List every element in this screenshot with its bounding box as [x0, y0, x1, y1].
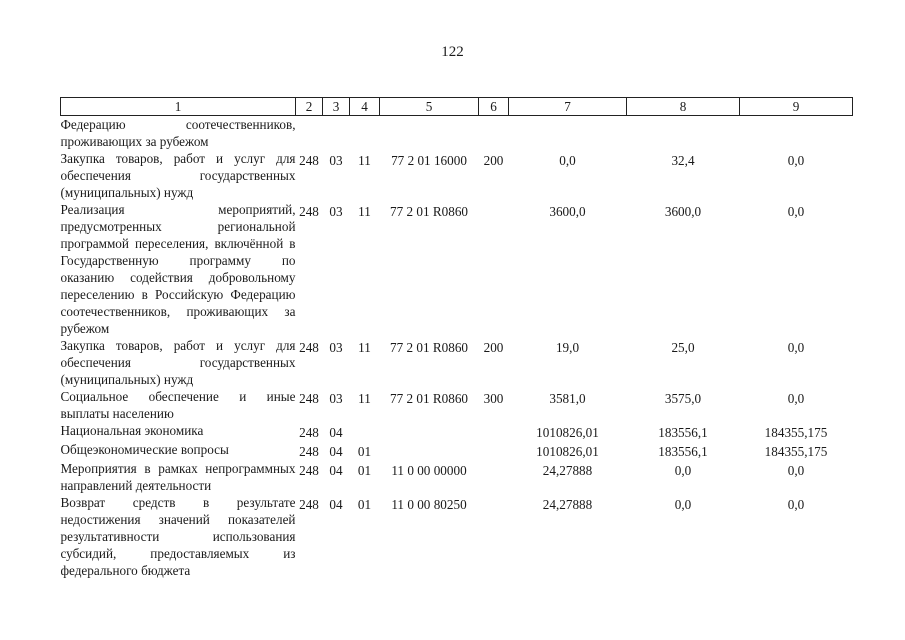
col-header-4: 4	[350, 98, 380, 116]
col-header-5: 5	[380, 98, 479, 116]
row-name: Федерацию соотечественников, проживающих за рубежом	[60, 117, 296, 149]
cell-section: 04	[329, 444, 343, 459]
row-name: Социальное обеспечение и иные выплаты населению	[60, 389, 296, 421]
row-name: Национальная экономика	[60, 423, 204, 438]
cell-subsection: 01	[357, 497, 372, 512]
table-row	[61, 494, 853, 579]
cell-subsection: 11	[358, 340, 371, 355]
cell-subsection: 11	[358, 204, 371, 219]
cell-target-article	[380, 441, 479, 460]
row-name: Закупка товаров, работ и услуг для обеспечения государственных (муниципальных) нужд	[60, 338, 296, 387]
table-row	[61, 201, 853, 337]
table-row	[61, 460, 853, 494]
cell-section: 03	[329, 391, 343, 406]
cell-section: 03	[329, 153, 343, 168]
cell-expense-type: 200	[483, 153, 504, 168]
table-body	[61, 116, 853, 580]
cell-expense-type	[479, 441, 509, 460]
cell-amount-col7: 24,27888	[542, 497, 593, 512]
budget-table	[60, 97, 853, 579]
cell-admin-code: 248	[299, 425, 319, 440]
header-row	[61, 98, 853, 116]
cell-amount-col8: 25,0	[671, 340, 695, 355]
cell-amount-col8: 3600,0	[664, 204, 702, 219]
cell-subsection: 01	[357, 444, 372, 459]
cell-target-article: 77 2 01 16000	[391, 153, 467, 168]
cell-section: 04	[329, 425, 343, 440]
col-header-6: 6	[479, 98, 509, 116]
cell-subsection: 11	[358, 391, 371, 406]
cell-amount-col7: 1010826,01	[536, 425, 599, 440]
cell-subsection: 11	[358, 153, 371, 168]
row-name: Закупка товаров, работ и услуг для обеспечения государственных (муниципальных) нужд	[60, 151, 296, 200]
cell-amount-col7: 0,0	[559, 153, 576, 168]
cell-admin-code: 248	[299, 153, 319, 168]
cell-target-article: 77 2 01 R0860	[389, 204, 469, 219]
cell-amount-col8: 32,4	[671, 153, 695, 168]
cell-amount-col8: 0,0	[674, 463, 692, 478]
cell-amount-col8	[627, 116, 740, 151]
row-name: Возврат средств в результате недостижения значений показателей результативности использования субсидий, предоставляемых из федерального бюджета	[60, 495, 296, 578]
row-name: Общеэкономические вопросы	[60, 442, 229, 457]
table-row	[61, 337, 853, 388]
cell-amount-col9: 184355,175	[764, 425, 828, 440]
cell-amount-col7: 3600,0	[549, 204, 586, 219]
table-row	[61, 422, 853, 441]
cell-target-article: 11 0 00 80250	[391, 497, 467, 512]
cell-amount-col7: 3581,0	[549, 391, 586, 406]
cell-amount-col9: 0,0	[787, 391, 805, 406]
cell-amount-col8: 183556,1	[658, 444, 708, 459]
cell-target-article: 77 2 01 R0860	[389, 340, 469, 355]
cell-amount-col9: 0,0	[787, 463, 805, 478]
cell-expense-type	[479, 201, 509, 337]
cell-amount-col9: 0,0	[787, 153, 805, 168]
cell-section: 03	[329, 340, 343, 355]
cell-admin-code: 248	[299, 444, 319, 459]
table-row	[61, 441, 853, 460]
cell-section: 04	[329, 497, 343, 512]
row-name: Мероприятия в рамках непрограммных направлений деятельности	[60, 461, 296, 493]
cell-amount-col7	[509, 116, 627, 151]
cell-subsection	[350, 422, 380, 441]
cell-amount-col9: 184355,175	[764, 444, 828, 459]
cell-admin-code: 248	[299, 391, 319, 406]
cell-admin-code: 248	[299, 204, 319, 219]
col-header-9: 9	[740, 98, 853, 116]
cell-amount-col9: 0,0	[787, 204, 805, 219]
cell-section: 03	[329, 204, 343, 219]
cell-admin-code	[296, 116, 323, 151]
cell-expense-type: 300	[483, 391, 504, 406]
cell-expense-type	[479, 460, 509, 494]
cell-amount-col7: 19,0	[555, 340, 580, 355]
cell-target-article: 11 0 00 00000	[391, 463, 467, 478]
table-row	[61, 150, 853, 201]
cell-subsection: 01	[357, 463, 372, 478]
cell-admin-code: 248	[299, 463, 319, 478]
row-name: Реализация мероприятий, предусмотренных региональной программой переселения, включённой в Государственную программу по оказанию содействия добровольному переселению в Российскую Федерацию соотечественников, проживающих за рубежом	[60, 202, 296, 336]
cell-expense-type	[479, 422, 509, 441]
cell-target-article	[380, 422, 479, 441]
col-header-7: 7	[509, 98, 627, 116]
cell-section: 04	[329, 463, 343, 478]
table-row	[61, 116, 853, 151]
cell-section	[323, 116, 350, 151]
cell-amount-col9: 0,0	[787, 340, 805, 355]
col-header-1: 1	[61, 98, 296, 116]
cell-amount-col8: 0,0	[674, 497, 692, 512]
cell-amount-col8: 183556,1	[658, 425, 708, 440]
page-number: 122	[441, 44, 464, 60]
col-header-3: 3	[323, 98, 350, 116]
cell-admin-code: 248	[299, 340, 319, 355]
table-row	[61, 388, 853, 422]
cell-amount-col8: 3575,0	[664, 391, 702, 406]
cell-admin-code: 248	[299, 497, 319, 512]
cell-expense-type	[479, 116, 509, 151]
cell-target-article	[380, 116, 479, 151]
cell-expense-type	[479, 494, 509, 579]
col-header-2: 2	[296, 98, 323, 116]
cell-amount-col7: 1010826,01	[536, 444, 599, 459]
cell-subsection	[350, 116, 380, 151]
col-header-8: 8	[627, 98, 740, 116]
cell-amount-col9	[740, 116, 853, 151]
cell-amount-col7: 24,27888	[542, 463, 593, 478]
cell-expense-type: 200	[483, 340, 504, 355]
cell-target-article: 77 2 01 R0860	[389, 391, 469, 406]
cell-amount-col9: 0,0	[787, 497, 805, 512]
